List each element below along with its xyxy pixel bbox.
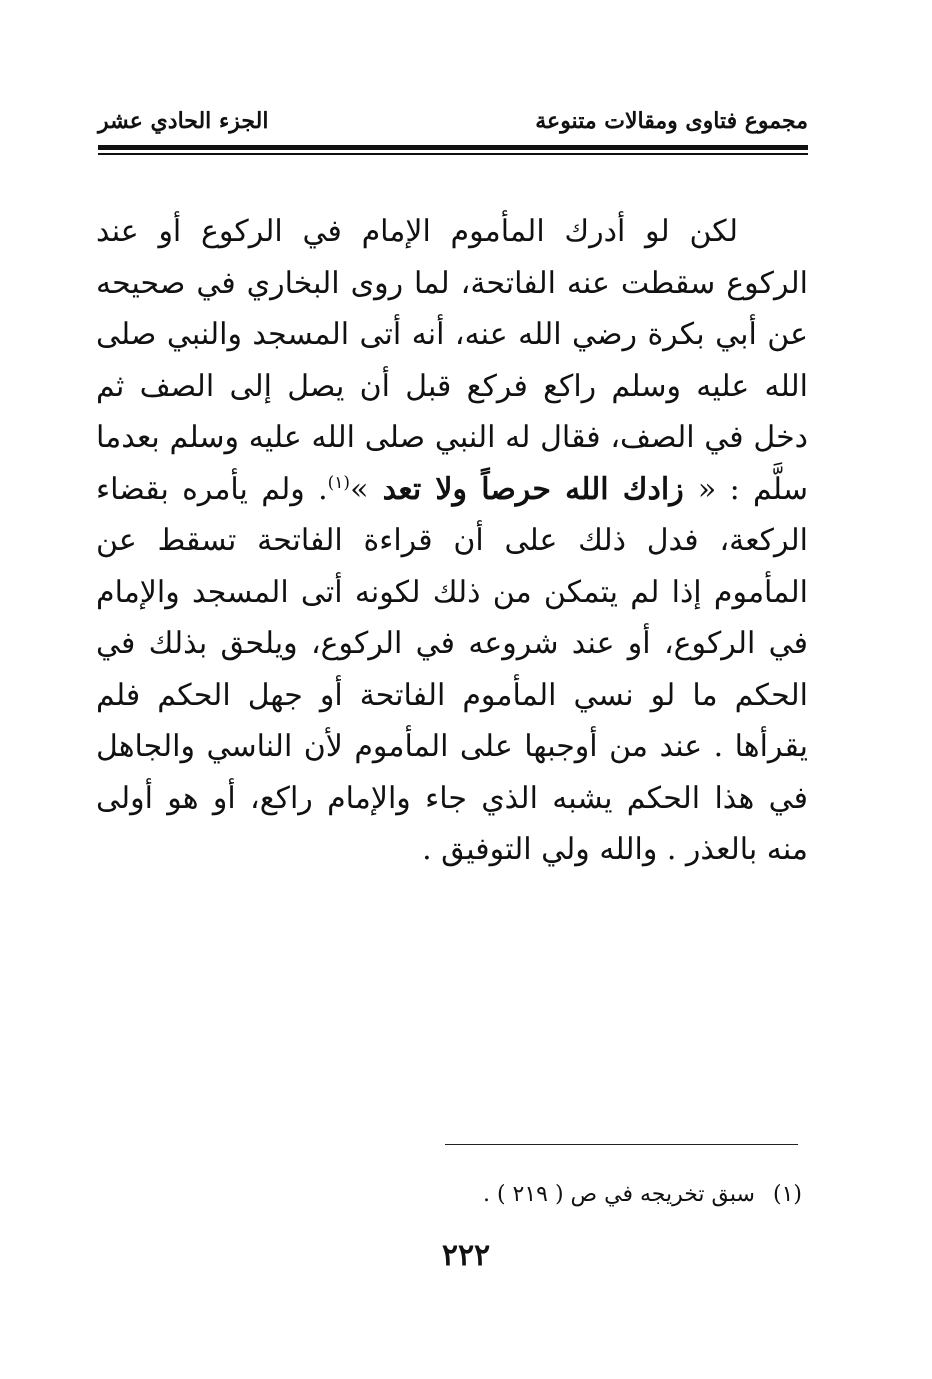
header-rule-thin: [98, 153, 808, 155]
header-rule-thick: [98, 145, 808, 150]
footnote-number: (١): [772, 1182, 802, 1207]
quote-close: »: [350, 471, 369, 507]
text-before-quote: لكن لو أدرك المأموم الإمام في الركوع أو عند الركوع سقطت عنه الفاتحة، لما روى البخاري في صحيحه عن أبي بكرة رضي الله عنه، أنه أتى المسجد والنبي صلى الله عليه وسلم راكع فركع قبل أن يصل إلى الصف ثم دخل في الصف، فقال له النبي صلى الله عليه وسلم بعدما سلَّم : «: [96, 214, 809, 507]
volume-label: الجزء الحادي عشر: [98, 108, 269, 134]
main-paragraph: [96, 206, 808, 876]
book-title: مجموع فتاوى ومقالات متنوعة: [535, 108, 808, 134]
footnote-separator: [445, 1144, 798, 1145]
hadith-quote: زادك الله حرصاً ولا تعد: [368, 471, 698, 507]
page-number: ٢٢٢: [441, 1238, 491, 1273]
footnote-text: سبق تخريجه في ص ( ٢١٩ ) .: [482, 1182, 755, 1207]
footnote-reference[interactable]: (١): [327, 472, 351, 493]
body-text: [96, 206, 808, 876]
text-after-quote: . ولم يأمره بقضاء الركعة، فدل ذلك على أن قراءة الفاتحة تسقط عن المأموم إذا لم يتمكن من ذلك لكونه أتى المسجد والإمام في الركوع، أو عند شروعه في الركوع، ويلحق بذلك في الحكم ما لو نسي المأموم الفاتحة أو جهل الحكم فلم يقرأها . عند من أوجبها على المأموم لأن الناسي والجاهل في هذا الحكم يشبه الذي جاء والإمام راكع، أو هو أولى منه بالعذر . والله ولي التوفيق .: [96, 471, 808, 867]
running-header: [98, 108, 808, 144]
footnote: [483, 1182, 802, 1207]
